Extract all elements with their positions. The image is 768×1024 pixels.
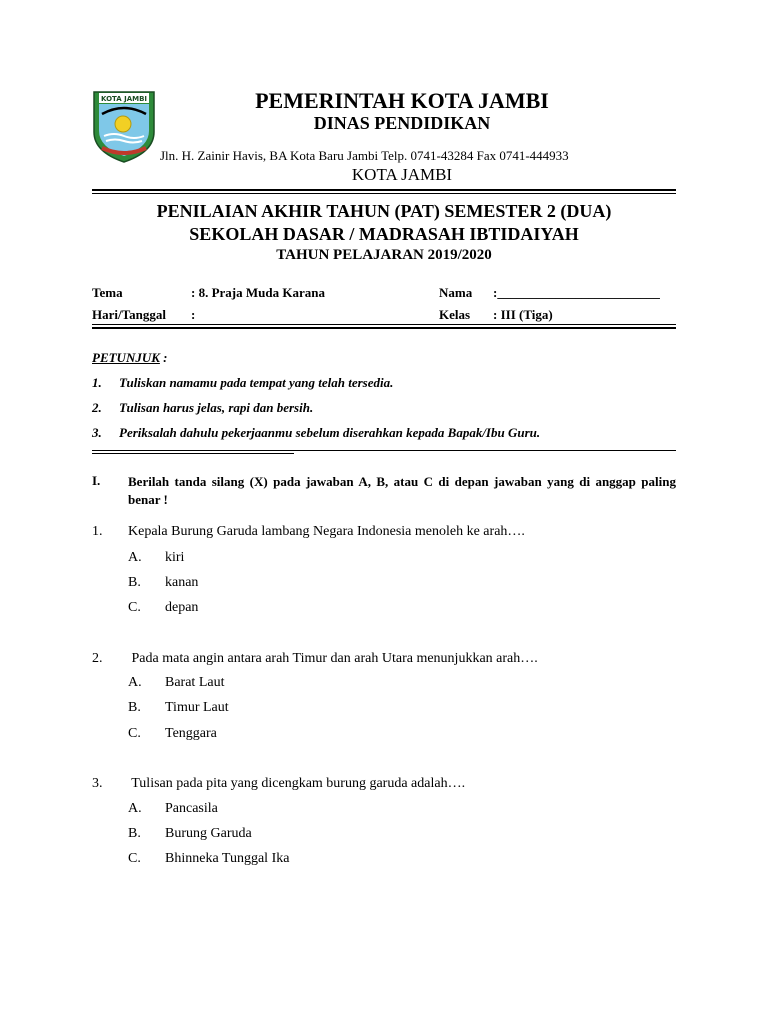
- option-3b[interactable]: [128, 826, 252, 842]
- academic-year: TAHUN PELAJARAN 2019/2020: [276, 247, 492, 263]
- petunjuk-heading: [92, 350, 167, 366]
- option-letter: A.: [128, 801, 142, 816]
- petunjuk-item-number: 2.: [92, 400, 102, 415]
- school-level: SEKOLAH DASAR / MADRASAH IBTIDAIYAH: [189, 224, 579, 244]
- letterhead-rule-thin: [92, 193, 676, 194]
- option-1a[interactable]: [128, 550, 184, 566]
- exam-title: PENILAIAN AKHIR TAHUN (PAT) SEMESTER 2 (DUA): [156, 201, 612, 221]
- question-2: [92, 651, 538, 667]
- question-number: 2.: [92, 651, 103, 666]
- option-text: Timur Laut: [165, 700, 229, 715]
- petunjuk-rule: [92, 450, 676, 451]
- option-text: kiri: [165, 550, 185, 565]
- section-text: Berilah tanda silang (X) pada jawaban A, B, atau C di depan jawaban yang di anggap paling benar !: [128, 474, 676, 507]
- option-letter: C.: [128, 851, 141, 866]
- option-1c[interactable]: [128, 600, 198, 616]
- option-letter: C.: [128, 726, 141, 741]
- option-letter: A.: [128, 675, 142, 690]
- info-rule-thin: [92, 324, 676, 325]
- government-name: PEMERINTAH KOTA JAMBI: [255, 88, 549, 113]
- section-number: I.: [92, 473, 101, 488]
- option-text: Burung Garuda: [165, 826, 252, 841]
- petunjuk-rule-short: [92, 453, 294, 454]
- logo-text: KOTA JAMBI: [100, 95, 148, 103]
- option-2a[interactable]: [128, 675, 224, 691]
- nama-label: Nama: [439, 285, 473, 300]
- petunjuk-item: [92, 375, 393, 391]
- city-name: KOTA JAMBI: [351, 165, 453, 184]
- petunjuk-item-number: 3.: [92, 425, 102, 440]
- question-text: Kepala Burung Garuda lambang Negara Indonesia menoleh ke arah….: [128, 524, 525, 539]
- option-letter: B.: [128, 575, 141, 590]
- option-text: Bhinneka Tunggal Ika: [165, 851, 290, 866]
- question-text: Tulisan pada pita yang dicengkam burung garuda adalah….: [128, 776, 466, 791]
- option-3a[interactable]: [128, 801, 218, 817]
- option-text: Tenggara: [165, 726, 217, 741]
- option-letter: B.: [128, 700, 141, 715]
- petunjuk-title: PETUNJUK: [92, 350, 160, 365]
- option-letter: C.: [128, 600, 141, 615]
- option-text: kanan: [165, 575, 199, 590]
- letterhead-rule-thick: [92, 189, 676, 191]
- petunjuk-colon: :: [159, 350, 168, 365]
- option-2c[interactable]: [128, 726, 217, 742]
- hari-tanggal-field[interactable]: :: [191, 307, 196, 322]
- tema-label: Tema: [92, 285, 123, 300]
- nama-field[interactable]: :_________________________: [493, 285, 660, 300]
- question-1: [92, 524, 525, 540]
- question-text: Pada mata angin antara arah Timur dan arah Utara menunjukkan arah….: [128, 651, 538, 666]
- question-3: [92, 776, 465, 792]
- petunjuk-item: [92, 425, 540, 441]
- option-1b[interactable]: [128, 575, 198, 591]
- tema-value: : 8. Praja Muda Karana: [191, 285, 325, 300]
- question-number: 1.: [92, 524, 103, 539]
- kelas-value: : III (Tiga): [493, 307, 553, 322]
- option-letter: B.: [128, 826, 141, 841]
- option-text: Barat Laut: [165, 675, 225, 690]
- option-text: Pancasila: [165, 801, 218, 816]
- option-letter: A.: [128, 550, 142, 565]
- hari-tanggal-label: Hari/Tanggal: [92, 307, 166, 322]
- petunjuk-item-text: Periksalah dahulu pekerjaanmu sebelum diserahkan kepada Bapak/Ibu Guru.: [119, 425, 541, 440]
- question-number: 3.: [92, 776, 103, 791]
- kota-jambi-logo: [90, 88, 158, 164]
- option-text: depan: [165, 600, 199, 615]
- option-2b[interactable]: [128, 700, 229, 716]
- address: Jln. H. Zainir Havis, BA Kota Baru Jambi Telp. 0741-43284 Fax 0741-444933: [160, 148, 569, 163]
- info-rule-thick: [92, 327, 676, 329]
- petunjuk-item: [92, 400, 313, 416]
- department-name: DINAS PENDIDIKAN: [313, 113, 491, 133]
- petunjuk-item-text: Tuliskan namamu pada tempat yang telah tersedia.: [119, 375, 394, 390]
- option-3c[interactable]: [128, 851, 289, 867]
- kelas-label: Kelas: [439, 307, 471, 322]
- petunjuk-item-text: Tulisan harus jelas, rapi dan bersih.: [119, 400, 314, 415]
- petunjuk-item-number: 1.: [92, 375, 102, 390]
